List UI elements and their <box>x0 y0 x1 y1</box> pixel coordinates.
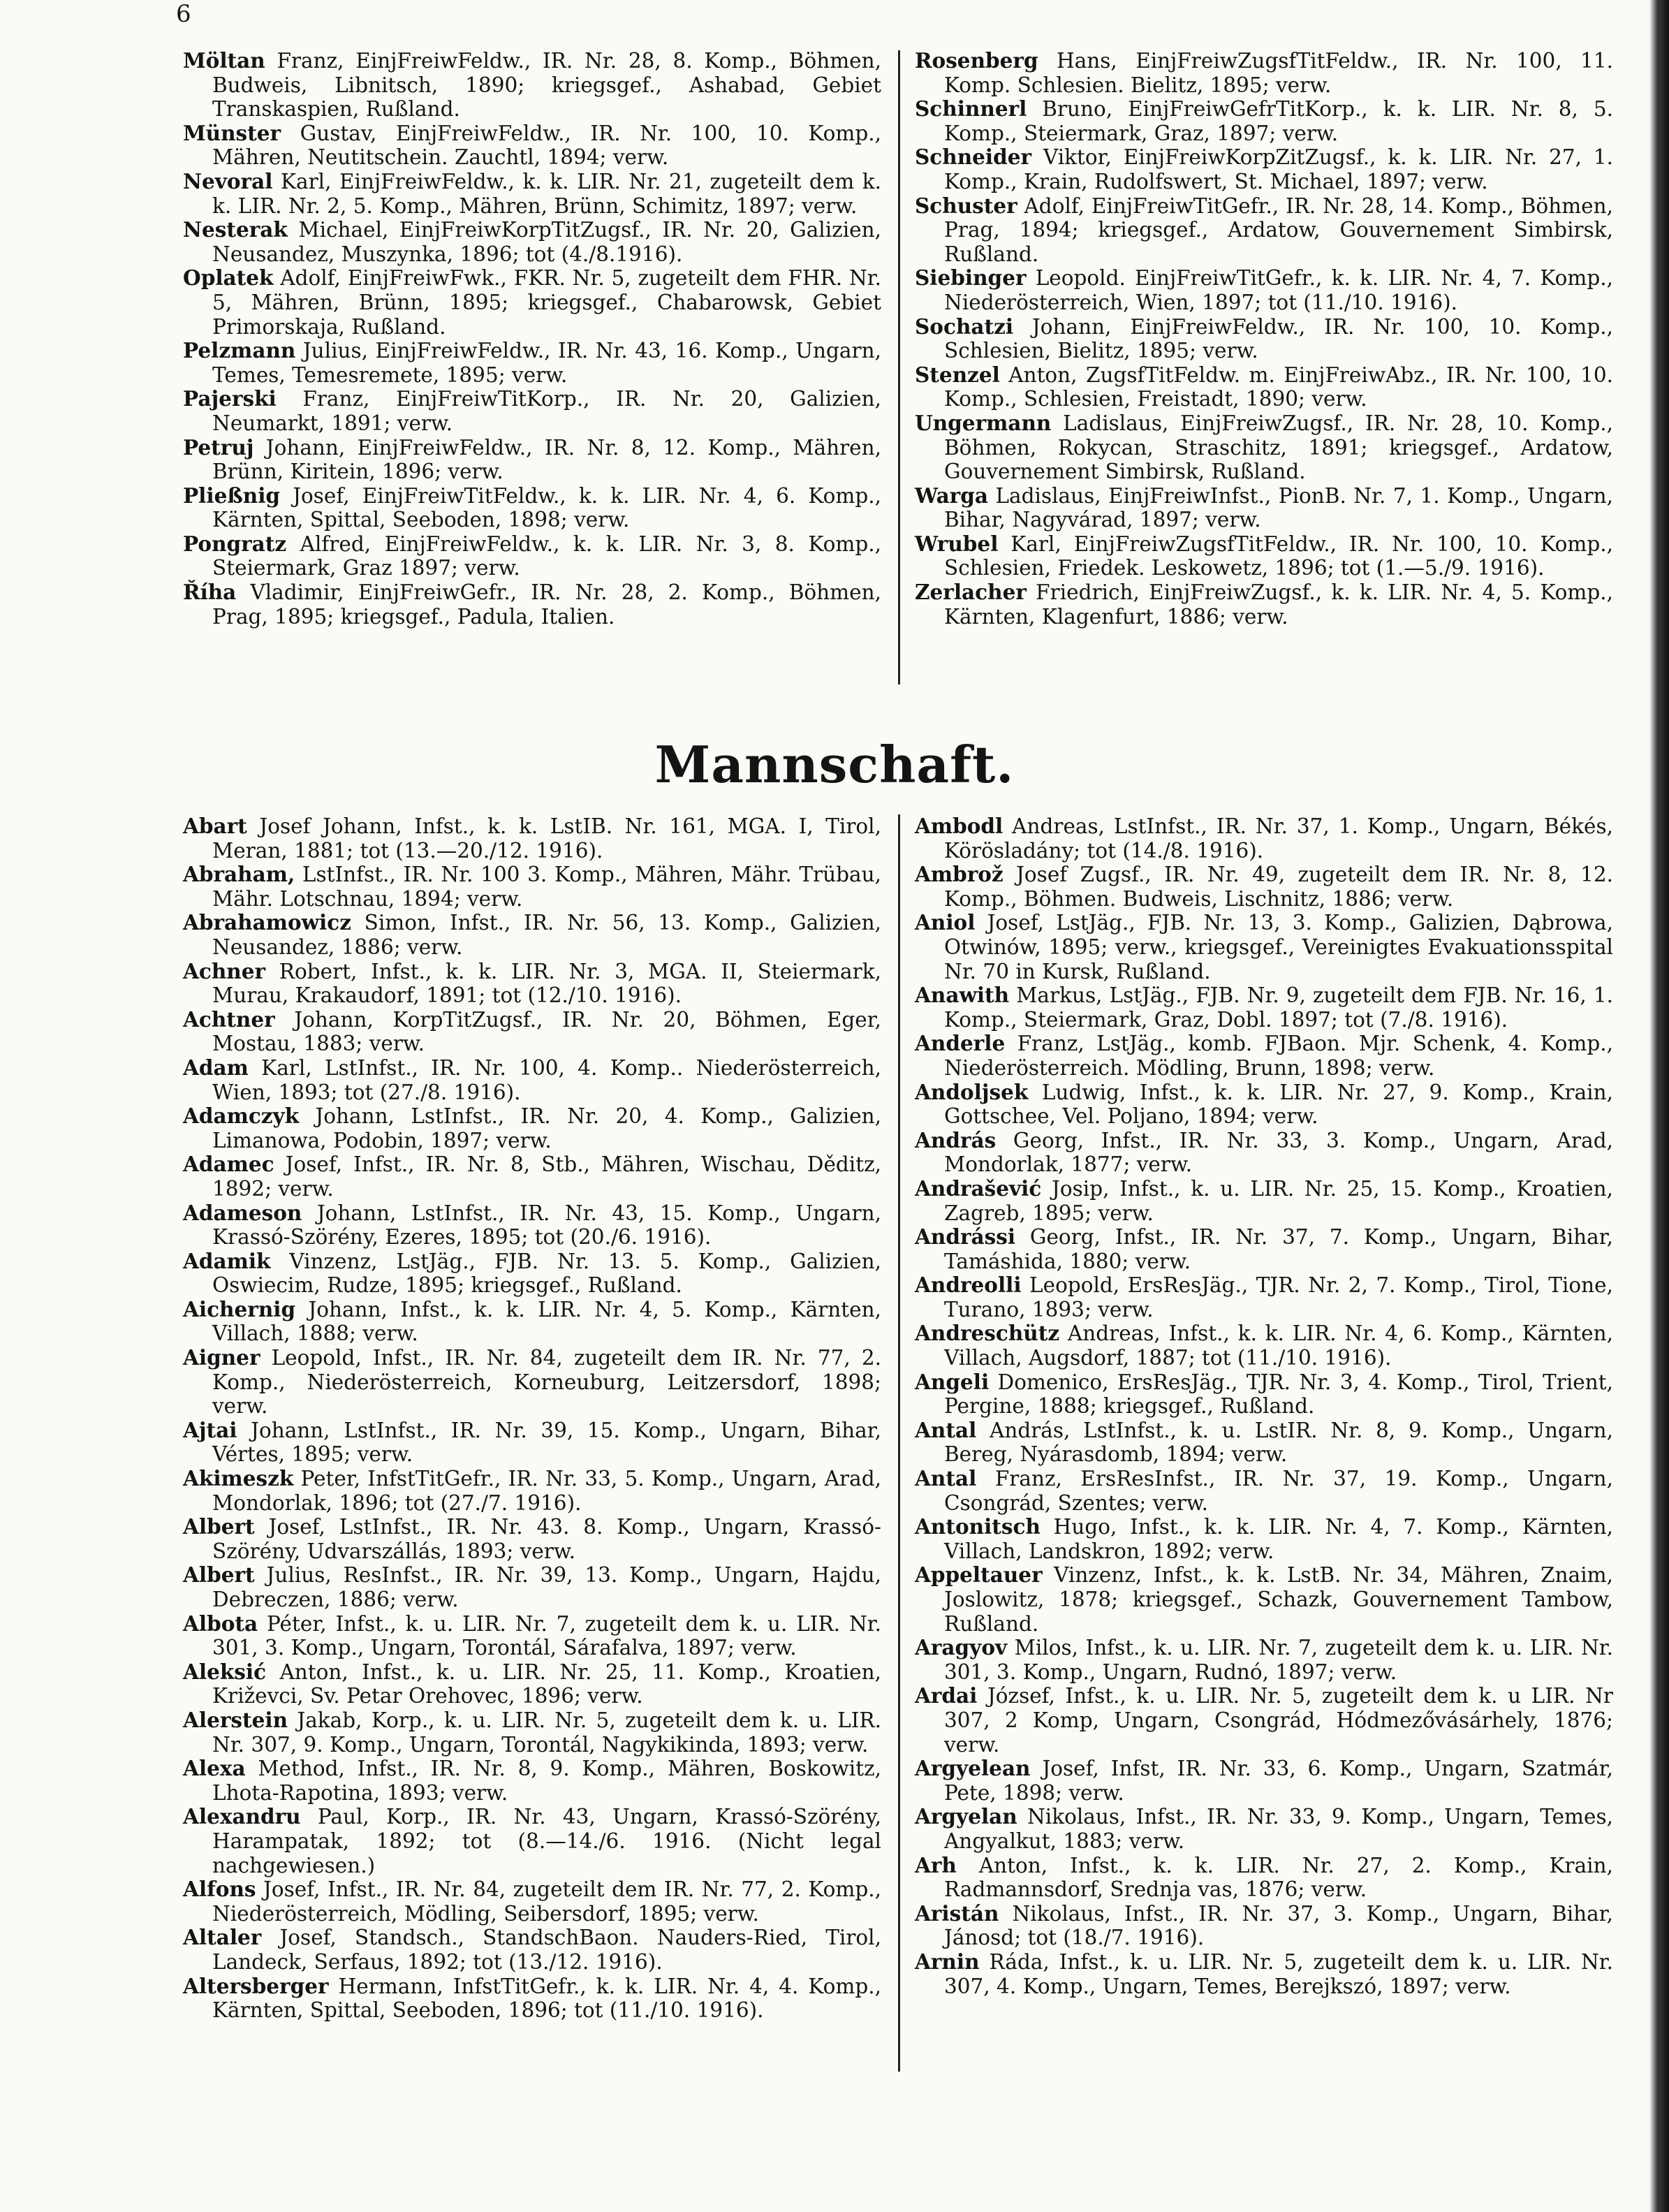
list-entry <box>183 484 881 532</box>
list-entry <box>915 580 1613 629</box>
entry-details: Johann, Infst., k. k. LIR. Nr. 4, 5. Komp., Kärnten, Villach, 1888; verw. <box>212 1297 881 1346</box>
entry-details: Julius, ResInfst., IR. Nr. 39, 13. Komp., Ungarn, Hajdu, Debreczen, 1886; verw. <box>212 1563 881 1611</box>
entry-surname: Wrubel <box>915 531 999 556</box>
entry-surname: Angeli <box>915 1369 990 1394</box>
entry-details: Peter, InfstTitGefr., IR. Nr. 33, 5. Komp., Ungarn, Arad, Mondorlak, 1896; tot (27./7. 1916). <box>212 1467 881 1515</box>
list-entry <box>915 315 1613 363</box>
entry-surname: András <box>915 1127 997 1152</box>
entry-surname: Antal <box>915 1466 977 1491</box>
entry-surname: Aleksić <box>183 1659 267 1684</box>
entry-details: Gustav, EinjFreiwFeldw., IR. Nr. 100, 10. Komp., Mähren, Neutitschein. Zauchtl, 1894; verw. <box>212 121 881 170</box>
entry-details: Franz, EinjFreiwFeldw., IR. Nr. 28, 8. Komp., Böhmen, Budweis, Libnitsch, 1890; kriegsgef., Ashabad, Gebiet Transkaspien, Rußland. <box>212 49 881 122</box>
list-entry <box>183 1708 881 1757</box>
entry-details: Paul, Korp., IR. Nr. 43, Ungarn, Krassó-Szörény, Harampatak, 1892; tot (8.—14./6. 1916. (Nicht legal nachgewiesen.) <box>212 1805 881 1877</box>
entry-surname: Alfons <box>183 1877 256 1902</box>
list-entry <box>183 1612 881 1660</box>
list-entry <box>915 1225 1613 1273</box>
list-entry <box>915 145 1613 193</box>
entry-details: Josef Johann, Infst., k. k. LstIB. Nr. 161, MGA. I, Tirol, Meran, 1881; tot (13.—20./12. 1916). <box>212 814 881 863</box>
entry-surname: Achner <box>183 958 266 983</box>
entry-surname: Albota <box>183 1611 258 1636</box>
entry-details: Robert, Infst., k. k. LIR. Nr. 3, MGA. II, Steiermark, Murau, Krakaudorf, 1891; tot (12./10. 1916). <box>212 959 881 1008</box>
entry-surname: Alexandru <box>183 1804 301 1829</box>
list-entry <box>915 1515 1613 1563</box>
entry-details: Milos, Infst., k. u. LIR. Nr. 7, zugeteilt dem k. u. LIR. Nr. 301, 3. Komp., Ungarn, Rudnó, 1897; verw. <box>944 1636 1613 1684</box>
column-divider-bottom <box>898 814 900 2072</box>
entry-details: Nikolaus, Infst., IR. Nr. 33, 9. Komp., Ungarn, Temes, Angyalkut, 1883; verw. <box>944 1805 1613 1853</box>
entry-details: Johann, EinjFreiwFeldw., IR. Nr. 8, 12. Komp., Mähren, Brünn, Kiritein, 1896; verw. <box>212 435 881 484</box>
entry-surname: Nesterak <box>183 217 288 242</box>
entry-surname: Rosenberg <box>915 48 1038 73</box>
entry-details: Bruno, EinjFreiwGefrTitKorp., k. k. LIR. Nr. 8, 5. Komp., Steiermark, Graz, 1897; verw. <box>944 97 1613 145</box>
list-entry <box>183 1056 881 1104</box>
entry-details: Leopold. EinjFreiwTitGefr., k. k. LIR. Nr. 4, 7. Komp., Niederösterreich, Wien, 1897; tot (11./10. 1916). <box>944 266 1613 314</box>
list-entry <box>183 814 881 863</box>
officers-list-left <box>183 49 881 629</box>
entry-details: Adolf, EinjFreiwTitGefr., IR. Nr. 28, 14. Komp., Böhmen, Prag, 1894; kriegsgef., Ardatow, Gouvernement Simbirsk, Rußland. <box>944 193 1613 266</box>
entry-details: Franz, LstJäg., komb. FJBaon. Mjr. Schenk, 4. Komp., Niederösterreich. Mödling, Brunn, 1898; verw. <box>944 1032 1613 1080</box>
entry-surname: Abart <box>183 814 247 838</box>
list-entry <box>915 1032 1613 1080</box>
list-entry <box>183 49 881 122</box>
entry-details: Ludwig, Infst., k. k. LIR. Nr. 27, 9. Komp., Krain, Gottschee, Vel. Poljano, 1894; verw. <box>944 1080 1613 1129</box>
list-entry <box>915 1950 1613 1998</box>
list-entry <box>915 1419 1613 1467</box>
entry-details: Leopold, Infst., IR. Nr. 84, zugeteilt dem IR. Nr. 77, 2. Komp., Niederösterreich, Korneuburg, Leitzersdorf, 1898; verw. <box>212 1346 881 1419</box>
list-entry <box>915 484 1613 532</box>
entry-surname: Achtner <box>183 1006 275 1032</box>
list-entry <box>183 1298 881 1346</box>
column-divider-top <box>898 50 900 684</box>
entry-surname: Schinnerl <box>915 96 1027 122</box>
list-entry <box>915 411 1613 484</box>
list-entry <box>183 1563 881 1611</box>
mannschaft-list-left <box>183 814 881 2023</box>
entry-details: Georg, Infst., IR. Nr. 37, 7. Komp., Ungarn, Bihar, Tamáshida, 1880; verw. <box>944 1225 1613 1273</box>
entry-details: Georg, Infst., IR. Nr. 33, 3. Komp., Ungarn, Arad, Mondorlak, 1877; verw. <box>944 1128 1613 1177</box>
entry-surname: Andoljsek <box>915 1079 1029 1104</box>
list-entry <box>183 339 881 387</box>
entry-details: Julius, EinjFreiwFeldw., IR. Nr. 43, 16. Komp., Ungarn, Temes, Temesremete, 1895; verw. <box>212 339 881 387</box>
entry-surname: Alexa <box>183 1756 246 1781</box>
entry-surname: Stenzel <box>915 362 1000 387</box>
list-entry <box>183 532 881 580</box>
entry-details: Andreas, Infst., k. k. LIR. Nr. 4, 6. Komp., Kärnten, Villach, Augsdorf, 1887; tot (11./10. 1916). <box>944 1321 1613 1370</box>
entry-surname: Anderle <box>915 1031 1006 1056</box>
entry-details: Karl, LstInfst., IR. Nr. 100, 4. Komp.. Niederösterreich, Wien, 1893; tot (27./8. 1916). <box>212 1055 881 1104</box>
list-entry <box>915 1081 1613 1129</box>
page-edge-shadow <box>1649 0 1669 2212</box>
entry-surname: Pajerski <box>183 386 277 411</box>
entry-surname: Sochatzi <box>915 314 1014 339</box>
list-entry <box>183 1660 881 1708</box>
list-entry <box>183 580 881 629</box>
entry-details: Vinzenz, Infst., k. k. LstB. Nr. 34, Mähren, Znaim, Joslowitz, 1878; kriegsgef., Schazk, Gouvernement Tambow, Rußland. <box>944 1563 1613 1636</box>
entry-surname: Aniol <box>915 910 976 935</box>
section-title: Mannschaft. <box>654 735 1015 794</box>
list-entry <box>915 1321 1613 1370</box>
entry-details: Johann, LstInfst., IR. Nr. 39, 15. Komp., Ungarn, Bihar, Vértes, 1895; verw. <box>212 1418 881 1467</box>
list-entry <box>183 1250 881 1298</box>
entry-surname: Altersberger <box>183 1973 329 1998</box>
officers-list-right <box>915 49 1613 629</box>
entry-details: Michael, EinjFreiwKorpTitZugsf., IR. Nr. 20, Galizien, Neusandez, Muszynka, 1896; tot (4./8.1916). <box>212 218 881 266</box>
entry-details: Johann, LstInfst., IR. Nr. 43, 15. Komp., Ungarn, Krassó-Szörény, Ezeres, 1895; tot (20./6. 1916). <box>212 1201 881 1250</box>
entry-details: Jakab, Korp., k. u. LIR. Nr. 5, zugeteilt dem k. u. LIR. Nr. 307, 9. Komp., Ungarn, Torontál, Nagykikinda, 1893; verw. <box>212 1708 881 1757</box>
entry-surname: Aragyov <box>915 1635 1008 1660</box>
entry-details: Josef, Standsch., StandschBaon. Nauders-Ried, Tirol, Landeck, Serfaus, 1892; tot (13./12. 1916). <box>212 1926 881 1974</box>
list-entry <box>915 1273 1613 1321</box>
entry-surname: Říha <box>183 580 237 605</box>
list-entry <box>915 983 1613 1032</box>
entry-details: Josef, LstInfst., IR. Nr. 43. 8. Komp., Ungarn, Krassó-Szörény, Udvarszállás, 1893; verw. <box>212 1515 881 1563</box>
entry-surname: Altaler <box>183 1925 262 1950</box>
entry-surname: Möltan <box>183 48 265 73</box>
list-entry <box>183 1008 881 1056</box>
entry-details: Péter, Infst., k. u. LIR. Nr. 7, zugeteilt dem k. u. LIR. Nr. 301, 3. Komp., Ungarn, Torontál, Sárafalva, 1897; verw. <box>212 1611 881 1660</box>
entry-surname: Münster <box>183 120 281 145</box>
entry-surname: Akimeszk <box>183 1466 294 1491</box>
entry-surname: Adamec <box>183 1152 274 1177</box>
entry-details: Hans, EinjFreiwZugsfTitFeldw., IR. Nr. 100, 11. Komp. Schlesien. Bielitz, 1895; verw. <box>944 49 1613 97</box>
entry-surname: Siebinger <box>915 265 1027 291</box>
entry-surname: Nevoral <box>183 168 273 193</box>
entry-details: Nikolaus, Infst., IR. Nr. 37, 3. Komp., Ungarn, Bihar, Jánosd; tot (18./7. 1916). <box>944 1901 1613 1950</box>
mannschaft-list-right <box>915 814 1613 1998</box>
list-entry <box>183 1975 881 2023</box>
list-entry <box>915 814 1613 863</box>
entry-surname: Abraham, <box>183 862 295 887</box>
entry-surname: Pließnig <box>183 483 281 508</box>
entry-details: Markus, LstJäg., FJB. Nr. 9, zugeteilt dem FJB. Nr. 16, 1. Komp., Steiermark, Graz, Dobl. 1897; tot (7./8. 1916). <box>944 983 1613 1032</box>
entry-surname: Ajtai <box>183 1417 237 1442</box>
entry-details: Simon, Infst., IR. Nr. 56, 13. Komp., Galizien, Neusandez, 1886; verw. <box>212 911 881 959</box>
entry-details: Friedrich, EinjFreiwZugsf., k. k. LIR. Nr. 4, 5. Komp., Kärnten, Klagenfurt, 1886; verw. <box>944 580 1613 629</box>
list-entry <box>183 1757 881 1805</box>
entry-details: Ladislaus, EinjFreiwZugsf., IR. Nr. 28, 10. Komp., Böhmen, Rokycan, Straschitz, 1891; kriegsgef., Ardatow, Gouvernement Simbirsk, Rußland. <box>944 411 1613 484</box>
entry-surname: Arnin <box>915 1949 980 1974</box>
list-entry <box>915 863 1613 911</box>
entry-details: Karl, EinjFreiwZugsfTitFeldw., IR. Nr. 100, 10. Komp., Schlesien, Friedek. Leskowetz, 1896; tot (1.—5./9. 1916). <box>944 532 1613 580</box>
entry-surname: Ungermann <box>915 410 1052 435</box>
entry-surname: Argyelean <box>915 1756 1031 1781</box>
page-number: 6 <box>176 0 191 28</box>
entry-surname: Pongratz <box>183 531 287 556</box>
entry-details: Ráda, Infst., k. u. LIR. Nr. 5, zugeteilt dem k. u. LIR. Nr. 307, 4. Komp., Ungarn, Temes, Berejkszó, 1897; verw. <box>944 1949 1613 1998</box>
entry-details: Vladimir, EinjFreiwGefr., IR. Nr. 28, 2. Komp., Böhmen, Prag, 1895; kriegsgef., Padula, Italien. <box>212 580 881 629</box>
list-entry <box>183 387 881 435</box>
entry-surname: Ambrož <box>915 862 1003 887</box>
list-entry <box>915 1370 1613 1419</box>
entry-details: Josef, Infst., IR. Nr. 84, zugeteilt dem IR. Nr. 77, 2. Komp., Niederösterreich, Mödling, Seibersdorf, 1895; verw. <box>212 1877 881 1926</box>
entry-details: Josef, EinjFreiwTitFeldw., k. k. LIR. Nr. 4, 6. Komp., Kärnten, Spittal, Seeboden, 1898; verw. <box>212 483 881 532</box>
entry-details: LstInfst., IR. Nr. 100 3. Komp., Mähren, Mähr. Trübau, Mähr. Lotschnau, 1894; verw. <box>212 863 881 911</box>
list-entry <box>915 911 1613 983</box>
entry-details: Franz, EinjFreiwTitKorp., IR. Nr. 20, Galizien, Neumarkt, 1891; verw. <box>212 387 881 435</box>
list-entry <box>183 122 881 170</box>
entry-details: Franz, ErsResInfst., IR. Nr. 37, 19. Komp., Ungarn, Csongrád, Szentes; verw. <box>944 1467 1613 1515</box>
entry-surname: Andrássi <box>915 1224 1016 1250</box>
list-entry <box>183 436 881 484</box>
entry-surname: Andrašević <box>915 1175 1042 1201</box>
entry-details: Josip, Infst., k. u. LIR. Nr. 25, 15. Komp., Kroatien, Zagreb, 1895; verw. <box>944 1176 1613 1225</box>
entry-surname: Adameson <box>183 1200 302 1225</box>
list-entry <box>915 363 1613 411</box>
entry-details: Domenico, ErsResJäg., TJR. Nr. 3, 4. Komp., Tirol, Trient, Pergine, 1888; kriegsgef., Rußland. <box>944 1370 1613 1419</box>
entry-details: Hermann, InfstTitGefr., k. k. LIR. Nr. 4, 4. Komp., Kärnten, Spittal, Seeboden, 1896; tot (11./10. 1916). <box>212 1974 881 2023</box>
list-entry <box>915 1757 1613 1805</box>
entry-details: Leopold, ErsResJäg., TJR. Nr. 2, 7. Komp., Tirol, Tione, Turano, 1893; verw. <box>944 1273 1613 1321</box>
entry-surname: Aristán <box>915 1900 999 1926</box>
entry-surname: Warga <box>915 483 988 508</box>
entry-surname: Abrahamowicz <box>183 910 351 935</box>
entry-details: András, LstInfst., k. u. LstIR. Nr. 8, 9. Komp., Ungarn, Bereg, Nyárasdomb, 1894; verw. <box>944 1418 1613 1467</box>
list-entry <box>183 1877 881 1926</box>
entry-surname: Albert <box>183 1562 255 1588</box>
entry-surname: Oplatek <box>183 265 274 291</box>
entry-surname: Ambodl <box>915 814 1003 838</box>
entry-surname: Schneider <box>915 145 1032 170</box>
list-entry <box>183 863 881 911</box>
list-entry <box>915 49 1613 97</box>
entry-surname: Argyelan <box>915 1804 1017 1829</box>
list-entry <box>183 266 881 339</box>
list-entry <box>915 1805 1613 1853</box>
entry-details: Andreas, LstInfst., IR. Nr. 37, 1. Komp., Ungarn, Békés, Körösladány; tot (14./8. 1916). <box>944 814 1613 863</box>
entry-surname: Adam <box>183 1055 249 1080</box>
list-entry <box>915 97 1613 145</box>
entry-surname: Antal <box>915 1417 977 1442</box>
entry-details: Karl, EinjFreiwFeldw., k. k. LIR. Nr. 21, zugeteilt dem k. k. LIR. Nr. 2, 5. Komp., Mähren, Brünn, Schimitz, 1897; verw. <box>212 169 881 218</box>
entry-surname: Appeltauer <box>915 1562 1043 1588</box>
list-entry <box>915 1177 1613 1225</box>
entry-surname: Andreschütz <box>915 1321 1060 1346</box>
entry-surname: Adamik <box>183 1248 271 1273</box>
entry-details: Johann, KorpTitZugsf., IR. Nr. 20, Böhmen, Eger, Mostau, 1883; verw. <box>212 1007 881 1056</box>
list-entry <box>183 1805 881 1877</box>
entry-details: Hugo, Infst., k. k. LIR. Nr. 4, 7. Komp., Kärnten, Villach, Landskron, 1892; verw. <box>944 1515 1613 1563</box>
list-entry <box>915 1684 1613 1757</box>
entry-details: Viktor, EinjFreiwKorpZitZugsf., k. k. LIR. Nr. 27, 1. Komp., Krain, Rudolfswert, St. Michael, 1897; verw. <box>944 145 1613 193</box>
list-entry <box>915 194 1613 267</box>
entry-details: Josef, Infst., IR. Nr. 8, Stb., Mähren, Wischau, Děditz, 1892; verw. <box>212 1152 881 1201</box>
list-entry <box>183 1419 881 1467</box>
entry-surname: Antonitsch <box>915 1514 1041 1539</box>
list-entry <box>183 1515 881 1563</box>
entry-surname: Schuster <box>915 193 1017 218</box>
list-entry <box>183 1346 881 1419</box>
entry-details: Adolf, EinjFreiwFwk., FKR. Nr. 5, zugeteilt dem FHR. Nr. 5, Mähren, Brünn, 1895; kriegsgef., Chabarowsk, Gebiet Primorskaja, Rußland. <box>212 266 881 339</box>
entry-surname: Pelzmann <box>183 338 296 363</box>
list-entry <box>183 1104 881 1152</box>
entry-details: Anton, Infst., k. u. LIR. Nr. 25, 11. Komp., Kroatien, Križevci, Sv. Petar Orehovec, 1896; verw. <box>212 1660 881 1708</box>
list-entry <box>915 532 1613 580</box>
list-entry <box>183 1926 881 1974</box>
entry-surname: Andreolli <box>915 1273 1022 1298</box>
list-entry <box>183 1152 881 1201</box>
list-entry <box>915 1636 1613 1684</box>
entry-surname: Aigner <box>183 1345 260 1370</box>
entry-details: Vinzenz, LstJäg., FJB. Nr. 13. 5. Komp., Galizien, Oswiecim, Rudze, 1895; kriegsgef., Rußland. <box>212 1249 881 1298</box>
entry-surname: Petruj <box>183 434 254 460</box>
entry-surname: Albert <box>183 1514 255 1539</box>
entry-details: Anton, ZugsfTitFeldw. m. EinjFreiwAbz., IR. Nr. 100, 10. Komp., Schlesien, Freistadt, 1890; verw. <box>944 362 1613 411</box>
entry-surname: Aichernig <box>183 1296 296 1321</box>
list-entry <box>915 266 1613 314</box>
entry-surname: Zerlacher <box>915 580 1027 605</box>
entry-details: Josef Zugsf., IR. Nr. 49, zugeteilt dem IR. Nr. 8, 12. Komp., Böhmen. Budweis, Lischnitz, 1886; verw. <box>944 863 1613 911</box>
entry-details: Anton, Infst., k. k. LIR. Nr. 27, 2. Komp., Krain, Radmannsdorf, Srednja vas, 1876; verw. <box>944 1853 1613 1902</box>
entry-details: Johann, LstInfst., IR. Nr. 20, 4. Komp., Galizien, Limanowa, Podobin, 1897; verw. <box>212 1104 881 1152</box>
list-entry <box>915 1129 1613 1177</box>
entry-details: Josef, LstJäg., FJB. Nr. 13, 3. Komp., Galizien, Dąbrowa, Otwinów, 1895; verw., kriegsgef., Vereinigtes Evakuationsspital Nr. 70 in Kursk, Rußland. <box>944 911 1613 983</box>
entry-surname: Alerstein <box>183 1707 288 1732</box>
entry-surname: Adamczyk <box>183 1104 300 1129</box>
list-entry <box>915 1854 1613 1902</box>
list-entry <box>183 218 881 266</box>
list-entry <box>183 960 881 1008</box>
entry-surname: Anawith <box>915 983 1010 1008</box>
entry-details: Josef, Infst, IR. Nr. 33, 6. Komp., Ungarn, Szatmár, Pete, 1898; verw. <box>944 1757 1613 1805</box>
list-entry <box>915 1902 1613 1950</box>
list-entry <box>183 1201 881 1250</box>
list-entry <box>183 1467 881 1515</box>
entry-details: Alfred, EinjFreiwFeldw., k. k. LIR. Nr. 3, 8. Komp., Steiermark, Graz 1897; verw. <box>212 532 881 580</box>
entry-details: Ladislaus, EinjFreiwInfst., PionB. Nr. 7, 1. Komp., Ungarn, Bihar, Nagyvárad, 1897; verw. <box>944 483 1613 532</box>
list-entry <box>915 1563 1613 1636</box>
entry-details: Method, Infst., IR. Nr. 8, 9. Komp., Mähren, Boskowitz, Lhota-Rapotina, 1893; verw. <box>212 1757 881 1805</box>
entry-details: József, Infst., k. u. LIR. Nr. 5, zugeteilt dem k. u LIR. Nr 307, 2 Komp, Ungarn, Csongrád, Hódmezővásárhely, 1876; verw. <box>944 1684 1613 1757</box>
entry-surname: Ardai <box>915 1683 978 1708</box>
entry-details: Johann, EinjFreiwFeldw., IR. Nr. 100, 10. Komp., Schlesien, Bielitz, 1895; verw. <box>944 314 1613 363</box>
entry-surname: Arh <box>915 1852 957 1877</box>
list-entry <box>915 1467 1613 1515</box>
list-entry <box>183 170 881 218</box>
list-entry <box>183 911 881 959</box>
